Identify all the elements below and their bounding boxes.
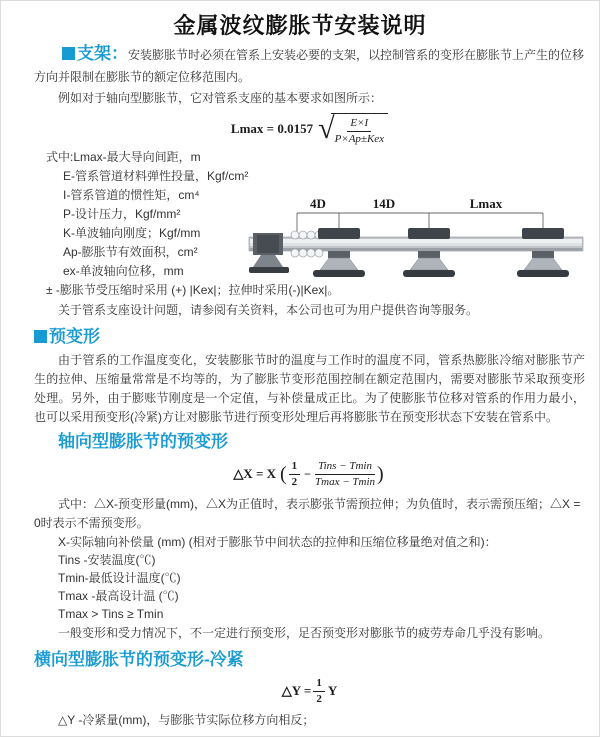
support-intro-text: 安装膨胀节时必须在管系上安装必要的支架，以控制管系的变形在膨胀节上产生的位移方向并限制在膨胀节的额定位移范围内。 <box>34 48 585 84</box>
radical-sign: √ <box>318 112 335 145</box>
page-title: 金属波纹膨胀节安装说明 <box>173 13 427 38</box>
half-denominator: 2 <box>316 692 322 705</box>
dim-label-lmax: Lmax <box>469 196 503 211</box>
axial-note-line: 一般变形和受力情况下，不一定进行预变形，足否预变形对膨胀节的疲劳寿命几乎没有影响。 <box>58 626 551 640</box>
radicand <box>331 113 389 145</box>
pipe <box>249 237 583 251</box>
dim-label-4d: 4D <box>310 196 326 211</box>
variable-line: Tins -安装温度(℃) <box>58 553 156 567</box>
predeform-paragraph: 由于管系的工作温度变化，安装膨胀节时的温度与工作时的温度不同，管系热膨胀冷缩对膨胀节产生的拉伸、压缩量常常是不均等的，为了膨胀节变形范围控制在额定范围内，需要对膨胀节采取预变形处理。另外，由于膨账节刚度是一个定值，与补偿量成正比。为了使膨胀节位移对管系的作用力最小，也可以采用预变形(冷紧)方让对膨胀节进行预变形处理后再将膨胀节在预变形状态下安装在管系中。 <box>34 353 585 424</box>
definition-item: 式中:Lmax-最大导向间距，m <box>46 150 201 164</box>
lmax-fraction-denominator: P×Ap±Kex <box>334 132 385 145</box>
variable-line: Tmax > Tins ≥ Tmin <box>58 607 164 621</box>
definition-item: P-设计压力，Kgf/mm² <box>63 207 181 221</box>
dim-label-14d: 14D <box>372 196 396 211</box>
half-numerator: 1 <box>313 677 325 692</box>
half-denominator: 2 <box>291 475 298 488</box>
left-paren: ( <box>280 462 287 485</box>
variable-line: X-实际轴向补偿量 (mm) (相对于膨胀节中间状态的拉伸和压缩位移量绝对值之和)： <box>58 535 497 549</box>
one-half-fraction <box>313 677 325 705</box>
variable-line: Tmin-最低设计温度(℃) <box>58 571 181 585</box>
axial-subheading: 轴向型膨胀节的预变形 <box>58 432 228 451</box>
dx-lhs: △X = X <box>233 466 276 481</box>
content-area <box>1 43 599 730</box>
delta-x-formula <box>34 455 585 493</box>
dy-lhs: △Y = <box>281 683 312 698</box>
support-example-line: 例如对于轴向型膨胀节，它对管系支座的基本要求如图所示： <box>58 91 383 105</box>
half-numerator: 1 <box>289 460 301 475</box>
anchor-support <box>249 233 289 273</box>
plus-minus-note: ± -膨胀节受压缩时采用 (+) |Kex|；拉伸时采用(-)|Kex|。 <box>46 283 340 297</box>
section-square-icon <box>34 330 47 343</box>
definition-item: Ap-膨胀节有效面积，cm² <box>63 245 198 259</box>
guide-support <box>403 228 455 277</box>
one-half-fraction <box>289 460 301 488</box>
guide-support <box>517 228 569 277</box>
dx-explain-line: 式中：△X-预变形量(mm)，△X为正值时，表示膨张节需预拉伸；为负值时，表示需预压缩；△X = 0时表示不需预变形。 <box>34 497 581 530</box>
definition-item: ex-单波轴向位移，mm <box>63 264 184 278</box>
axial-variable-list <box>34 533 585 623</box>
dy-rhs: Y <box>327 683 338 698</box>
delta-y-formula <box>34 675 585 707</box>
predeform-section-heading: 预变形 <box>49 327 100 346</box>
support-intro-paragraph <box>34 43 585 88</box>
lateral-subheading: 横向型膨胀节的预变形-冷紧 <box>34 650 244 669</box>
consult-note: 关于管系支座设计问题，请参阅有关资料，本公司也可为用户提供咨询等服务。 <box>58 303 479 317</box>
dy-explain-line: △Y -冷紧量(mm)，与膨胀节实际位移方向相反； <box>58 713 315 727</box>
definition-item: K-单波轴向刚度；Kgf/mm <box>63 226 201 240</box>
temperature-fraction <box>315 460 375 488</box>
pipe-support-diagram <box>247 193 597 289</box>
t-fraction-numerator: Tins − Tmin <box>315 460 375 475</box>
minus-sign: − <box>304 466 312 481</box>
definition-item: E-管系管道材料弹性投量，Kgf/cm² <box>63 169 249 183</box>
predeform-heading-row <box>34 326 585 349</box>
lmax-formula-lhs: Lmax = 0.0157 <box>230 121 314 136</box>
variable-line: Tmax -最高设计温 (℃) <box>58 589 179 603</box>
section-square-icon <box>62 47 75 60</box>
lmax-fraction-numerator: E×I <box>347 117 371 132</box>
support-section-heading: 支架： <box>77 44 128 63</box>
t-fraction-denominator: Tmax − Tmin <box>315 475 375 488</box>
definition-item: I-管系管道的惯性矩，cm⁴ <box>63 188 200 202</box>
lmax-fraction <box>335 117 385 145</box>
right-paren: ) <box>377 462 384 485</box>
lmax-formula <box>34 113 585 145</box>
